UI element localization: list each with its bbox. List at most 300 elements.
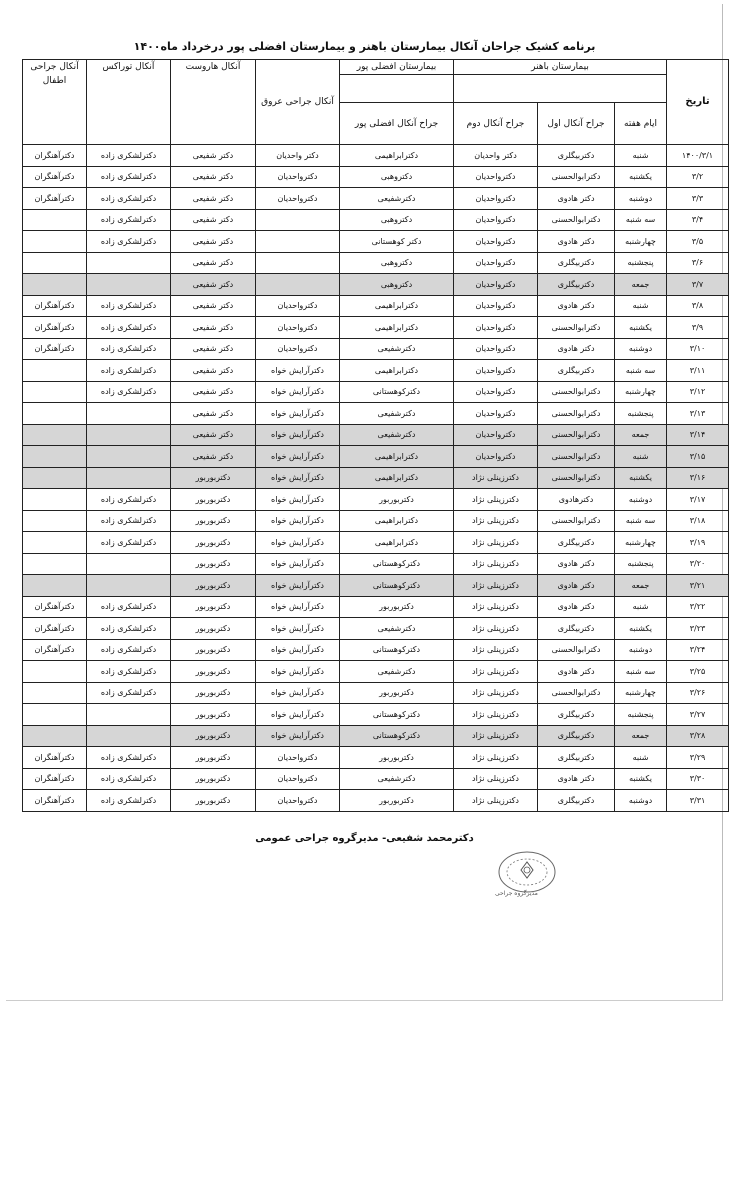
thorax-cell: دکترلشکری زاده bbox=[87, 747, 171, 769]
thorax-oncall-header: آنکال توراکس bbox=[87, 60, 171, 145]
afzali-surgeon-cell: دکترابراهیمی bbox=[340, 532, 454, 554]
vascular-cell: دکترآرایش خواه bbox=[256, 704, 340, 726]
vascular-oncall-header: آنکال جراحی عروق bbox=[256, 60, 340, 145]
afzali-surgeon-cell: دکتربوربور bbox=[340, 596, 454, 618]
thorax-cell bbox=[87, 467, 171, 489]
schedule-row bbox=[23, 252, 729, 274]
vascular-cell: دکترآرایش خواه bbox=[256, 424, 340, 446]
schedule-row bbox=[23, 424, 729, 446]
afzali-spacer bbox=[340, 75, 454, 103]
thorax-cell: دکترلشکری زاده bbox=[87, 166, 171, 188]
weekday-cell: شنبه bbox=[615, 747, 667, 769]
harvest-cell: دکتر شفیعی bbox=[171, 360, 256, 382]
afzali-surgeon-cell: دکترکوهستانی bbox=[340, 381, 454, 403]
weekday-cell: شنبه bbox=[615, 295, 667, 317]
date-cell: ۳/۱۴ bbox=[667, 424, 729, 446]
harvest-cell: دکتر شفیعی bbox=[171, 381, 256, 403]
schedule-row bbox=[23, 768, 729, 790]
vascular-cell: دکترآرایش خواه bbox=[256, 403, 340, 425]
pediatric-cell: دکترآهنگران bbox=[23, 166, 87, 188]
thorax-cell bbox=[87, 575, 171, 597]
date-cell: ۳/۱۲ bbox=[667, 381, 729, 403]
date-cell: ۳/۴ bbox=[667, 209, 729, 231]
schedule-row bbox=[23, 403, 729, 425]
first-surgeon-cell: دکترهادوی bbox=[538, 489, 615, 511]
pediatric-cell: دکترآهنگران bbox=[23, 145, 87, 167]
second-surgeon-cell: دکترواحدیان bbox=[454, 274, 538, 296]
harvest-cell: دکتر شفیعی bbox=[171, 274, 256, 296]
pediatric-cell bbox=[23, 489, 87, 511]
afzali-surgeon-cell: دکترکوهستانی bbox=[340, 725, 454, 747]
pediatric-cell bbox=[23, 231, 87, 253]
schedule-row bbox=[23, 553, 729, 575]
pediatric-cell: دکترآهنگران bbox=[23, 295, 87, 317]
first-surgeon-cell: دکتر هادوی bbox=[538, 553, 615, 575]
date-cell: ۳/۳۱ bbox=[667, 790, 729, 812]
harvest-cell: دکتربوربور bbox=[171, 489, 256, 511]
schedule-row bbox=[23, 467, 729, 489]
first-surgeon-cell: دکترابوالحسنی bbox=[538, 510, 615, 532]
second-surgeon-cell: دکتر واحدیان bbox=[454, 145, 538, 167]
first-surgeon-cell: دکتر هادوی bbox=[538, 768, 615, 790]
afzali-surgeon-cell: دکتروهبی bbox=[340, 166, 454, 188]
first-surgeon-cell: دکتر هادوی bbox=[538, 338, 615, 360]
schedule-row bbox=[23, 618, 729, 640]
second-surgeon-cell: دکترزینلی نژاد bbox=[454, 553, 538, 575]
thorax-cell: دکترلشکری زاده bbox=[87, 639, 171, 661]
schedule-row bbox=[23, 188, 729, 210]
date-cell: ۳/۸ bbox=[667, 295, 729, 317]
vascular-cell bbox=[256, 274, 340, 296]
first-surgeon-cell: دکتر هادوی bbox=[538, 188, 615, 210]
first-surgeon-cell: دکترابوالحسنی bbox=[538, 403, 615, 425]
vascular-cell: دکترآرایش خواه bbox=[256, 510, 340, 532]
second-surgeon-cell: دکترواحدیان bbox=[454, 166, 538, 188]
date-cell: ۳/۱۷ bbox=[667, 489, 729, 511]
pediatric-cell: دکترآهنگران bbox=[23, 639, 87, 661]
first-surgeon-cell: دکترابوالحسنی bbox=[538, 682, 615, 704]
second-surgeon-cell: دکترزینلی نژاد bbox=[454, 596, 538, 618]
first-surgeon-cell: دکترابوالحسنی bbox=[538, 209, 615, 231]
thorax-cell bbox=[87, 704, 171, 726]
date-cell: ۳/۲۸ bbox=[667, 725, 729, 747]
thorax-cell: دکترلشکری زاده bbox=[87, 209, 171, 231]
harvest-cell: دکتر شفیعی bbox=[171, 446, 256, 468]
thorax-cell bbox=[87, 252, 171, 274]
afzali-surgeon-cell: دکترکوهستانی bbox=[340, 553, 454, 575]
afzali-surgeon-cell: دکترشفیعی bbox=[340, 661, 454, 683]
vascular-cell: دکترآرایش خواه bbox=[256, 661, 340, 683]
schedule-row bbox=[23, 639, 729, 661]
thorax-cell: دکترلشکری زاده bbox=[87, 145, 171, 167]
weekday-cell: چهارشنبه bbox=[615, 682, 667, 704]
vascular-cell: دکتر واحدیان bbox=[256, 145, 340, 167]
afzali-surgeon-cell: دکتروهبی bbox=[340, 252, 454, 274]
date-cell: ۳/۱۰ bbox=[667, 338, 729, 360]
first-surgeon-cell: دکتربیگلری bbox=[538, 274, 615, 296]
thorax-cell bbox=[87, 446, 171, 468]
schedule-row bbox=[23, 575, 729, 597]
afzali-surgeon-cell: دکترشفیعی bbox=[340, 188, 454, 210]
thorax-cell bbox=[87, 725, 171, 747]
afzali-surgeon-cell: دکترابراهیمی bbox=[340, 446, 454, 468]
pediatric-cell bbox=[23, 381, 87, 403]
vascular-cell: دکترآرایش خواه bbox=[256, 639, 340, 661]
first-surgeon-cell: دکتربیگلری bbox=[538, 360, 615, 382]
second-surgeon-cell: دکترزینلی نژاد bbox=[454, 725, 538, 747]
weekday-cell: پنجشنبه bbox=[615, 252, 667, 274]
second-surgeon-cell: دکترواحدیان bbox=[454, 231, 538, 253]
thorax-cell: دکترلشکری زاده bbox=[87, 317, 171, 339]
thorax-cell: دکترلشکری زاده bbox=[87, 188, 171, 210]
date-cell: ۳/۱۱ bbox=[667, 360, 729, 382]
second-surgeon-cell: دکترواحدیان bbox=[454, 188, 538, 210]
date-cell: ۳/۶ bbox=[667, 252, 729, 274]
vascular-cell: دکترآرایش خواه bbox=[256, 446, 340, 468]
vascular-cell bbox=[256, 209, 340, 231]
first-surgeon-cell: دکتر هادوی bbox=[538, 596, 615, 618]
afzali-surgeon-cell: دکترابراهیمی bbox=[340, 317, 454, 339]
afzali-surgeon-cell: دکترابراهیمی bbox=[340, 360, 454, 382]
date-cell: ۳/۲۳ bbox=[667, 618, 729, 640]
weekday-cell: پنجشنبه bbox=[615, 704, 667, 726]
harvest-cell: دکتر شفیعی bbox=[171, 145, 256, 167]
weekday-cell: پنجشنبه bbox=[615, 403, 667, 425]
second-surgeon-cell: دکترزینلی نژاد bbox=[454, 704, 538, 726]
thorax-cell: دکترلشکری زاده bbox=[87, 510, 171, 532]
pediatric-cell bbox=[23, 209, 87, 231]
date-header: تاریخ bbox=[667, 60, 729, 145]
afzali-surgeon-cell: دکترشفیعی bbox=[340, 403, 454, 425]
date-cell: ۳/۲۷ bbox=[667, 704, 729, 726]
weekday-cell: شنبه bbox=[615, 596, 667, 618]
weekday-cell: جمعه bbox=[615, 575, 667, 597]
page-title: برنامه کشیک جراحان آنکال بیمارستان باهنر و بیمارستان افضلی پور درخرداد ماه۱۴۰۰ bbox=[133, 40, 596, 53]
schedule-row bbox=[23, 446, 729, 468]
second-surgeon-cell: دکترواحدیان bbox=[454, 338, 538, 360]
first-surgeon-cell: دکتربیگلری bbox=[538, 704, 615, 726]
date-cell: ۳/۳۰ bbox=[667, 768, 729, 790]
harvest-cell: دکتر شفیعی bbox=[171, 188, 256, 210]
thorax-cell bbox=[87, 403, 171, 425]
harvest-cell: دکتربوربور bbox=[171, 575, 256, 597]
thorax-cell: دکترلشکری زاده bbox=[87, 360, 171, 382]
pediatric-cell bbox=[23, 467, 87, 489]
weekday-cell: دوشنبه bbox=[615, 639, 667, 661]
date-cell: ۳/۲۶ bbox=[667, 682, 729, 704]
weekday-cell: دوشنبه bbox=[615, 790, 667, 812]
vascular-cell bbox=[256, 252, 340, 274]
pediatric-cell bbox=[23, 360, 87, 382]
second-surgeon-cell: دکترزینلی نژاد bbox=[454, 768, 538, 790]
pediatric-cell bbox=[23, 510, 87, 532]
schedule-row bbox=[23, 166, 729, 188]
first-surgeon-cell: دکتربیگلری bbox=[538, 725, 615, 747]
second-surgeon-cell: دکترزینلی نژاد bbox=[454, 467, 538, 489]
second-surgeon-cell: دکترواحدیان bbox=[454, 424, 538, 446]
weekday-cell: چهارشنبه bbox=[615, 381, 667, 403]
first-surgeon-cell: دکتر هادوی bbox=[538, 295, 615, 317]
vascular-cell: دکترواحدیان bbox=[256, 338, 340, 360]
signature-line: دکترمحمد شفیعی- مدیرگروه جراحی عمومی bbox=[255, 833, 474, 844]
vascular-cell: دکترآرایش خواه bbox=[256, 596, 340, 618]
bahonar-hospital-header: بیمارستان باهنر bbox=[454, 60, 667, 75]
harvest-cell: دکتر شفیعی bbox=[171, 166, 256, 188]
harvest-cell: دکتربوربور bbox=[171, 704, 256, 726]
weekday-cell: جمعه bbox=[615, 274, 667, 296]
pediatric-cell bbox=[23, 725, 87, 747]
thorax-cell: دکترلشکری زاده bbox=[87, 532, 171, 554]
vascular-cell bbox=[256, 231, 340, 253]
harvest-cell: دکتربوربور bbox=[171, 747, 256, 769]
date-cell: ۳/۲۵ bbox=[667, 661, 729, 683]
schedule-row bbox=[23, 661, 729, 683]
schedule-row bbox=[23, 790, 729, 812]
first-surgeon-cell: دکترابوالحسنی bbox=[538, 317, 615, 339]
harvest-cell: دکتر شفیعی bbox=[171, 424, 256, 446]
weekday-cell: دوشنبه bbox=[615, 489, 667, 511]
thorax-cell: دکترلشکری زاده bbox=[87, 338, 171, 360]
harvest-cell: دکتربوربور bbox=[171, 768, 256, 790]
thorax-cell: دکترلشکری زاده bbox=[87, 381, 171, 403]
first-surgeon-cell: دکترابوالحسنی bbox=[538, 467, 615, 489]
date-cell: ۳/۲۴ bbox=[667, 639, 729, 661]
harvest-cell: دکتربوربور bbox=[171, 510, 256, 532]
schedule-row bbox=[23, 274, 729, 296]
afzali-surgeon-cell: دکترکوهستانی bbox=[340, 575, 454, 597]
date-cell: ۳/۲ bbox=[667, 166, 729, 188]
weekday-cell: شنبه bbox=[615, 446, 667, 468]
pediatric-cell bbox=[23, 403, 87, 425]
first-surgeon-cell: دکتربیگلری bbox=[538, 747, 615, 769]
second-surgeon-cell: دکترزینلی نژاد bbox=[454, 790, 538, 812]
date-cell: ۳/۵ bbox=[667, 231, 729, 253]
afzali-surgeon-cell: دکتر کوهستانی bbox=[340, 231, 454, 253]
date-cell: ۳/۱۳ bbox=[667, 403, 729, 425]
afzali-surgeon-cell: دکترابراهیمی bbox=[340, 510, 454, 532]
thorax-cell: دکترلشکری زاده bbox=[87, 596, 171, 618]
pediatric-cell: دکترآهنگران bbox=[23, 317, 87, 339]
vascular-cell: دکترآرایش خواه bbox=[256, 532, 340, 554]
weekday-cell: پنجشنبه bbox=[615, 553, 667, 575]
date-cell: ۳/۲۱ bbox=[667, 575, 729, 597]
pediatric-cell: دکترآهنگران bbox=[23, 768, 87, 790]
date-cell: ۳/۱۵ bbox=[667, 446, 729, 468]
stamp-seal-icon bbox=[485, 848, 569, 910]
first-surgeon-cell: دکترابوالحسنی bbox=[538, 446, 615, 468]
first-surgeon-cell: دکتربیگلری bbox=[538, 145, 615, 167]
schedule-row bbox=[23, 682, 729, 704]
vascular-cell: دکترآرایش خواه bbox=[256, 618, 340, 640]
weekday-cell: چهارشنبه bbox=[615, 231, 667, 253]
afzali-surgeon-cell: دکترکوهستانی bbox=[340, 639, 454, 661]
afzali-surgeon-cell: دکتربوربور bbox=[340, 489, 454, 511]
first-surgeon-cell: دکتر هادوی bbox=[538, 661, 615, 683]
weekday-cell: یکشنبه bbox=[615, 467, 667, 489]
second-surgeon-cell: دکترواحدیان bbox=[454, 403, 538, 425]
weekday-cell: سه شنبه bbox=[615, 510, 667, 532]
weekday-cell: جمعه bbox=[615, 725, 667, 747]
harvest-cell: دکتر شفیعی bbox=[171, 338, 256, 360]
vascular-cell: دکترواحدیان bbox=[256, 166, 340, 188]
pediatric-cell bbox=[23, 575, 87, 597]
thorax-cell: دکترلشکری زاده bbox=[87, 661, 171, 683]
first-surgeon-cell: دکتربیگلری bbox=[538, 618, 615, 640]
afzali-surgeon-cell: دکترشفیعی bbox=[340, 768, 454, 790]
afzali-surgeon-cell: دکترابراهیمی bbox=[340, 295, 454, 317]
harvest-cell: دکتر شفیعی bbox=[171, 295, 256, 317]
afzali-surgeon-header: جراح آنکال افضلی پور bbox=[340, 103, 454, 145]
second-surgeon-cell: دکترواحدیان bbox=[454, 360, 538, 382]
vascular-cell: دکترآرایش خواه bbox=[256, 360, 340, 382]
first-surgeon-cell: دکترابوالحسنی bbox=[538, 166, 615, 188]
schedule-row bbox=[23, 510, 729, 532]
first-surgeon-cell: دکتربیگلری bbox=[538, 790, 615, 812]
harvest-cell: دکتربوربور bbox=[171, 467, 256, 489]
vascular-cell: دکترآرایش خواه bbox=[256, 381, 340, 403]
weekday-cell: سه شنبه bbox=[615, 661, 667, 683]
afzali-hospital-header: بیمارستان افضلی پور bbox=[340, 60, 454, 75]
schedule-row bbox=[23, 704, 729, 726]
schedule-row bbox=[23, 489, 729, 511]
stamp-text: مدیرگروه جراحی bbox=[495, 890, 538, 897]
date-cell: ۳/۲۲ bbox=[667, 596, 729, 618]
second-surgeon-cell: دکترواحدیان bbox=[454, 381, 538, 403]
schedule-row bbox=[23, 532, 729, 554]
pediatric-cell: دکترآهنگران bbox=[23, 790, 87, 812]
schedule-row bbox=[23, 231, 729, 253]
harvest-oncall-header: آنکال هاروست bbox=[171, 60, 256, 145]
weekday-cell: چهارشنبه bbox=[615, 532, 667, 554]
thorax-cell: دکترلشکری زاده bbox=[87, 682, 171, 704]
weekday-cell: سه شنبه bbox=[615, 209, 667, 231]
vascular-cell: دکترواحدیان bbox=[256, 768, 340, 790]
bahonar-spacer bbox=[454, 75, 667, 103]
thorax-cell: دکترلشکری زاده bbox=[87, 790, 171, 812]
second-surgeon-cell: دکترزینلی نژاد bbox=[454, 532, 538, 554]
first-surgeon-header: جراح آنکال اول bbox=[538, 103, 615, 145]
pediatric-cell: دکترآهنگران bbox=[23, 188, 87, 210]
afzali-surgeon-cell: دکترشفیعی bbox=[340, 424, 454, 446]
afzali-surgeon-cell: دکترکوهستانی bbox=[340, 704, 454, 726]
harvest-cell: دکتربوربور bbox=[171, 596, 256, 618]
pediatric-cell: دکترآهنگران bbox=[23, 747, 87, 769]
vascular-cell: دکترواحدیان bbox=[256, 295, 340, 317]
schedule-row bbox=[23, 725, 729, 747]
pediatric-cell: دکترآهنگران bbox=[23, 596, 87, 618]
weekday-header: ایام هفته bbox=[615, 103, 667, 145]
afzali-surgeon-cell: دکترشفیعی bbox=[340, 338, 454, 360]
afzali-surgeon-cell: دکتربوربور bbox=[340, 747, 454, 769]
pediatric-cell: دکترآهنگران bbox=[23, 338, 87, 360]
first-surgeon-cell: دکترابوالحسنی bbox=[538, 381, 615, 403]
second-surgeon-cell: دکترزینلی نژاد bbox=[454, 489, 538, 511]
harvest-cell: دکتربوربور bbox=[171, 618, 256, 640]
vascular-cell: دکترآرایش خواه bbox=[256, 725, 340, 747]
vascular-cell: دکترواحدیان bbox=[256, 747, 340, 769]
weekday-cell: دوشنبه bbox=[615, 188, 667, 210]
vascular-cell: دکترواحدیان bbox=[256, 790, 340, 812]
date-cell: ۳/۲۹ bbox=[667, 747, 729, 769]
date-cell: ۳/۷ bbox=[667, 274, 729, 296]
afzali-surgeon-cell: دکترابراهیمی bbox=[340, 467, 454, 489]
date-cell: ۳/۱۶ bbox=[667, 467, 729, 489]
schedule-row bbox=[23, 747, 729, 769]
first-surgeon-cell: دکتربیگلری bbox=[538, 252, 615, 274]
pediatric-cell bbox=[23, 252, 87, 274]
second-surgeon-cell: دکترواحدیان bbox=[454, 446, 538, 468]
pediatric-cell bbox=[23, 553, 87, 575]
second-surgeon-cell: دکترواحدیان bbox=[454, 317, 538, 339]
pediatric-cell bbox=[23, 274, 87, 296]
thorax-cell: دکترلشکری زاده bbox=[87, 295, 171, 317]
weekday-cell: شنبه bbox=[615, 145, 667, 167]
harvest-cell: دکتربوربور bbox=[171, 532, 256, 554]
date-cell: ۳/۳ bbox=[667, 188, 729, 210]
pediatric-oncall-header: آنکال جراحی اطفال bbox=[23, 60, 87, 145]
afzali-surgeon-cell: دکترشفیعی bbox=[340, 618, 454, 640]
first-surgeon-cell: دکترابوالحسنی bbox=[538, 639, 615, 661]
harvest-cell: دکتر شفیعی bbox=[171, 252, 256, 274]
harvest-cell: دکتربوربور bbox=[171, 553, 256, 575]
vascular-cell: دکترآرایش خواه bbox=[256, 553, 340, 575]
schedule-row bbox=[23, 295, 729, 317]
pediatric-cell bbox=[23, 532, 87, 554]
vascular-cell: دکترواحدیان bbox=[256, 317, 340, 339]
harvest-cell: دکتر شفیعی bbox=[171, 403, 256, 425]
vascular-cell: دکترآرایش خواه bbox=[256, 575, 340, 597]
second-surgeon-cell: دکترزینلی نژاد bbox=[454, 575, 538, 597]
vascular-cell: دکترآرایش خواه bbox=[256, 682, 340, 704]
second-surgeon-cell: دکترزینلی نژاد bbox=[454, 682, 538, 704]
schedule-row bbox=[23, 209, 729, 231]
pediatric-cell bbox=[23, 682, 87, 704]
date-cell: ۳/۱۹ bbox=[667, 532, 729, 554]
afzali-surgeon-cell: دکتروهبی bbox=[340, 209, 454, 231]
pediatric-cell bbox=[23, 446, 87, 468]
pediatric-cell bbox=[23, 661, 87, 683]
oncall-schedule-table bbox=[22, 59, 729, 812]
vascular-cell: دکترواحدیان bbox=[256, 188, 340, 210]
date-cell: ۳/۱۸ bbox=[667, 510, 729, 532]
schedule-row bbox=[23, 338, 729, 360]
schedule-row bbox=[23, 381, 729, 403]
weekday-cell: دوشنبه bbox=[615, 338, 667, 360]
schedule-row bbox=[23, 145, 729, 167]
afzali-surgeon-cell: دکتربوربور bbox=[340, 682, 454, 704]
harvest-cell: دکتربوربور bbox=[171, 682, 256, 704]
first-surgeon-cell: دکتر هادوی bbox=[538, 575, 615, 597]
afzali-surgeon-cell: دکترابراهیمی bbox=[340, 145, 454, 167]
weekday-cell: جمعه bbox=[615, 424, 667, 446]
weekday-cell: سه شنبه bbox=[615, 360, 667, 382]
schedule-row bbox=[23, 360, 729, 382]
harvest-cell: دکتر شفیعی bbox=[171, 231, 256, 253]
thorax-cell: دکترلشکری زاده bbox=[87, 768, 171, 790]
second-surgeon-cell: دکترزینلی نژاد bbox=[454, 639, 538, 661]
harvest-cell: دکتربوربور bbox=[171, 725, 256, 747]
pediatric-cell: دکترآهنگران bbox=[23, 618, 87, 640]
harvest-cell: دکتربوربور bbox=[171, 639, 256, 661]
vascular-cell: دکترآرایش خواه bbox=[256, 489, 340, 511]
second-surgeon-cell: دکترزینلی نژاد bbox=[454, 510, 538, 532]
vascular-cell: دکترآرایش خواه bbox=[256, 467, 340, 489]
afzali-surgeon-cell: دکتربوربور bbox=[340, 790, 454, 812]
pediatric-cell bbox=[23, 424, 87, 446]
thorax-cell bbox=[87, 424, 171, 446]
first-surgeon-cell: دکتربیگلری bbox=[538, 532, 615, 554]
thorax-cell: دکترلشکری زاده bbox=[87, 231, 171, 253]
